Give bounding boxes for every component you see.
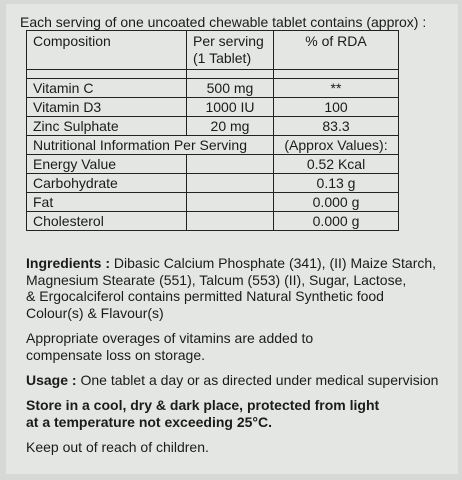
table-row: Fat 0.000 g bbox=[27, 193, 399, 212]
table-row: Energy Value 0.52 Kcal bbox=[27, 155, 399, 174]
table-spacer-row bbox=[27, 70, 399, 79]
composition-table bbox=[26, 30, 399, 231]
nutrition-header: Nutritional Information Per Serving bbox=[27, 136, 274, 155]
table-row: Vitamin C 500 mg ** bbox=[27, 79, 399, 98]
header-per-serving: Per serving (1 Tablet) bbox=[187, 31, 274, 70]
nutrition-values-header: (Approx Values): bbox=[274, 136, 399, 155]
ingredients-block: Ingredients : Dibasic Calcium Phosphate (341), (II) Maize Starch, Magnesium Stearate (551), Talcum (553) (II), Sugar, Lactose, & Ergocalciferol contains permitted Natural Synthetic food Colour(s) & Flavour(s) bbox=[26, 255, 437, 321]
table-row: Cholesterol 0.000 g bbox=[27, 212, 399, 231]
table-row: Vitamin D3 1000 IU 100 bbox=[27, 98, 399, 117]
table-row: Zinc Sulphate 20 mg 83.3 bbox=[27, 117, 399, 136]
nutrition-header-row bbox=[27, 136, 399, 155]
header-rda: % of RDA bbox=[274, 31, 399, 70]
storage-instructions: Store in a cool, dry & dark place, protected from light at a temperature not exceeding 25°C. bbox=[26, 397, 380, 430]
header-composition: Composition bbox=[27, 31, 187, 70]
overages-note: Appropriate overages of vitamins are added to compensate loss on storage. bbox=[26, 330, 314, 363]
ingredients-label: Ingredients : bbox=[26, 255, 111, 271]
table-row: Carbohydrate 0.13 g bbox=[27, 174, 399, 193]
children-warning: Keep out of reach of children. bbox=[26, 439, 209, 455]
usage-label: Usage : bbox=[26, 372, 77, 388]
usage-line: Usage : One tablet a day or as directed under medical supervision bbox=[26, 372, 439, 388]
table-header-row bbox=[27, 31, 399, 70]
intro-text: Each serving of one uncoated chewable tablet contains (approx) : bbox=[20, 14, 427, 30]
